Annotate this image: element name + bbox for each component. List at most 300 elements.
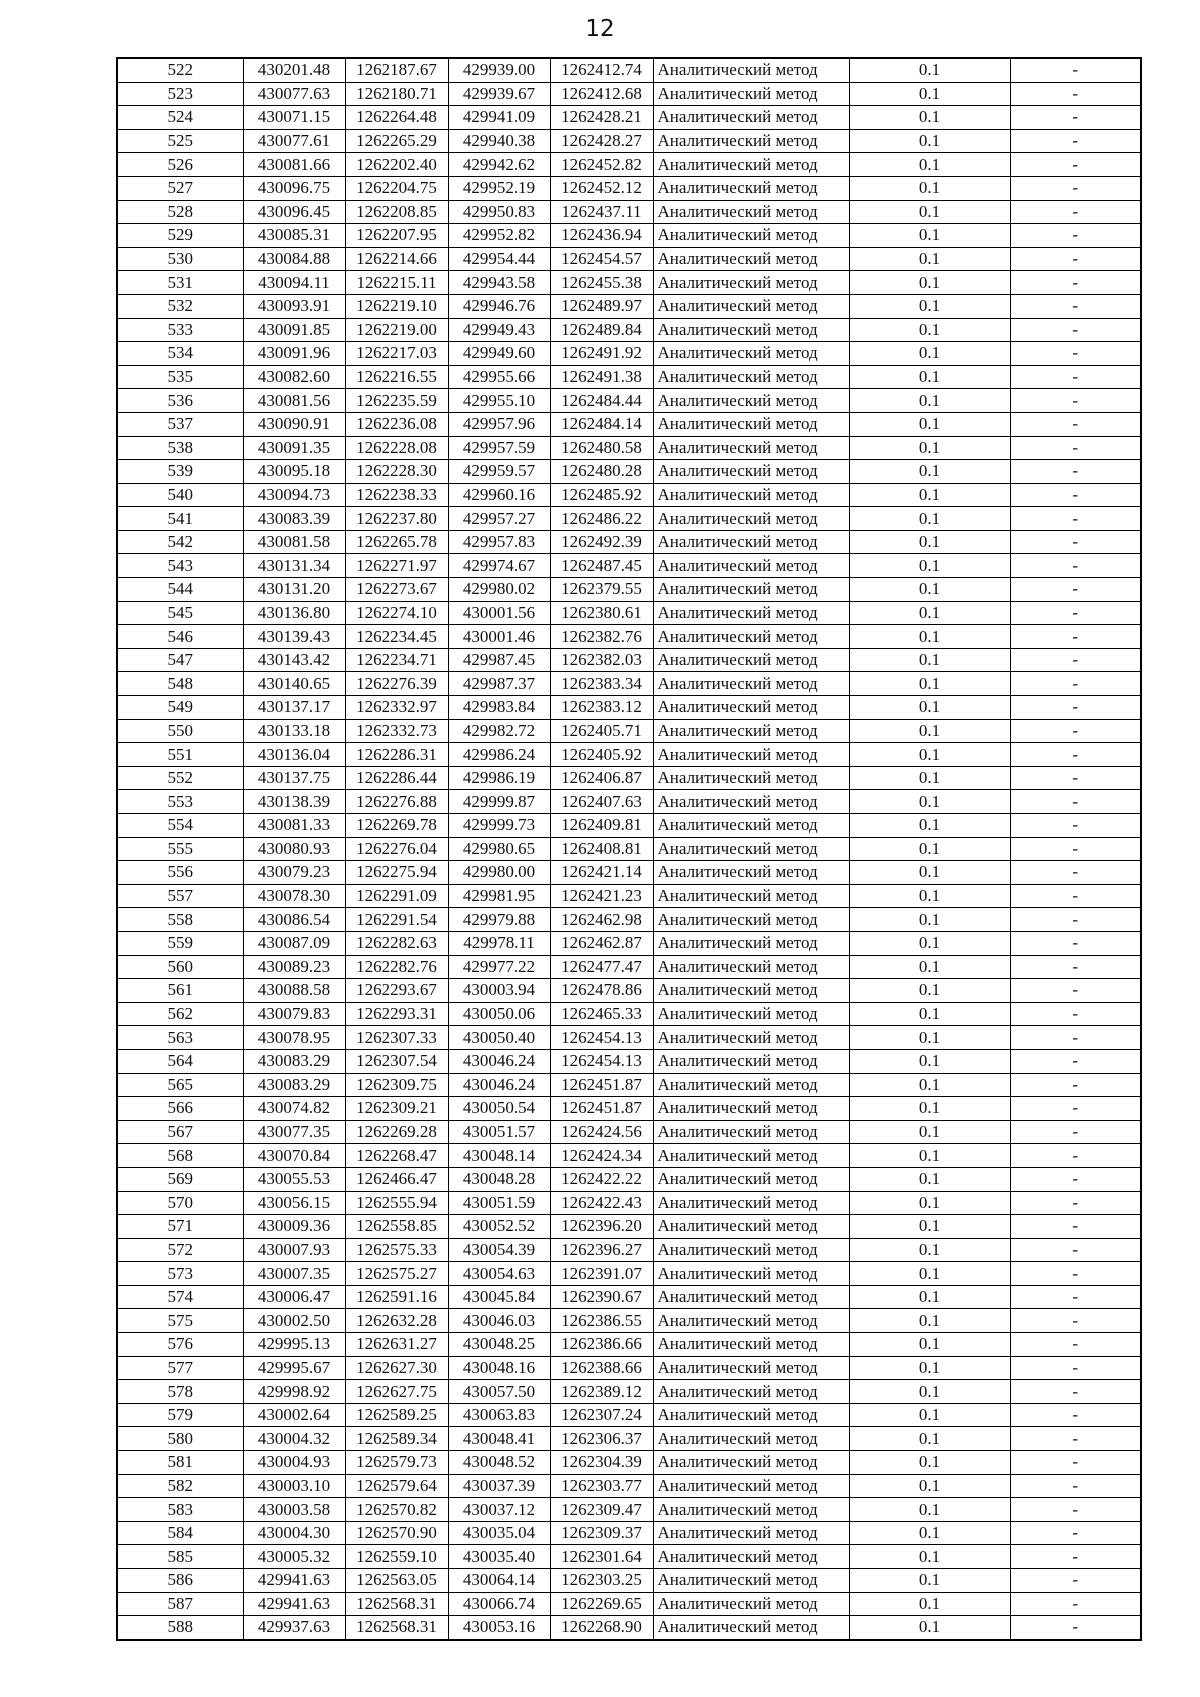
x1-cell: 430091.35 (243, 436, 345, 460)
note-cell: - (1010, 1333, 1141, 1357)
method-cell: Аналитический метод (653, 1049, 849, 1073)
y1-cell: 1262591.16 (345, 1285, 448, 1309)
x1-cell: 429995.67 (243, 1356, 345, 1380)
point-number-cell: 579 (117, 1403, 243, 1427)
x2-cell: 430037.12 (448, 1498, 550, 1522)
x2-cell: 429942.62 (448, 153, 550, 177)
y1-cell: 1262575.27 (345, 1262, 448, 1286)
table-row (117, 129, 1141, 153)
y2-cell: 1262303.25 (550, 1569, 653, 1593)
method-cell: Аналитический метод (653, 389, 849, 413)
note-cell: - (1010, 1498, 1141, 1522)
note-cell: - (1010, 224, 1141, 248)
note-cell: - (1010, 837, 1141, 861)
page-number: 12 (585, 16, 615, 42)
x2-cell: 430048.52 (448, 1451, 550, 1475)
y1-cell: 1262627.30 (345, 1356, 448, 1380)
y1-cell: 1262332.97 (345, 696, 448, 720)
x1-cell: 430074.82 (243, 1097, 345, 1121)
point-number-cell: 547 (117, 648, 243, 672)
y2-cell: 1262452.82 (550, 153, 653, 177)
note-cell: - (1010, 318, 1141, 342)
point-number-cell: 529 (117, 224, 243, 248)
y1-cell: 1262309.75 (345, 1073, 448, 1097)
x1-cell: 430004.32 (243, 1427, 345, 1451)
note-cell: - (1010, 436, 1141, 460)
note-cell: - (1010, 979, 1141, 1003)
x1-cell: 430081.66 (243, 153, 345, 177)
x2-cell: 429954.44 (448, 247, 550, 271)
y1-cell: 1262180.71 (345, 82, 448, 106)
method-cell: Аналитический метод (653, 1002, 849, 1026)
note-cell: - (1010, 247, 1141, 271)
note-cell: - (1010, 908, 1141, 932)
x1-cell: 430090.91 (243, 412, 345, 436)
point-number-cell: 538 (117, 436, 243, 460)
method-cell: Аналитический метод (653, 342, 849, 366)
x2-cell: 430054.39 (448, 1238, 550, 1262)
note-cell: - (1010, 365, 1141, 389)
point-number-cell: 566 (117, 1097, 243, 1121)
method-cell: Аналитический метод (653, 294, 849, 318)
x2-cell: 430001.56 (448, 601, 550, 625)
x2-cell: 430063.83 (448, 1403, 550, 1427)
accuracy-cell: 0.1 (849, 719, 1010, 743)
x2-cell: 430048.28 (448, 1167, 550, 1191)
y2-cell: 1262492.39 (550, 530, 653, 554)
point-number-cell: 530 (117, 247, 243, 271)
y2-cell: 1262485.92 (550, 483, 653, 507)
method-cell: Аналитический метод (653, 1333, 849, 1357)
point-number-cell: 586 (117, 1569, 243, 1593)
note-cell: - (1010, 861, 1141, 885)
point-number-cell: 534 (117, 342, 243, 366)
accuracy-cell: 0.1 (849, 672, 1010, 696)
note-cell: - (1010, 719, 1141, 743)
x2-cell: 429986.19 (448, 766, 550, 790)
accuracy-cell: 0.1 (849, 58, 1010, 82)
y1-cell: 1262293.31 (345, 1002, 448, 1026)
y2-cell: 1262451.87 (550, 1097, 653, 1121)
x2-cell: 429955.10 (448, 389, 550, 413)
y2-cell: 1262480.58 (550, 436, 653, 460)
accuracy-cell: 0.1 (849, 1073, 1010, 1097)
y2-cell: 1262391.07 (550, 1262, 653, 1286)
x1-cell: 430005.32 (243, 1545, 345, 1569)
x2-cell: 429943.58 (448, 271, 550, 295)
accuracy-cell: 0.1 (849, 766, 1010, 790)
y2-cell: 1262454.57 (550, 247, 653, 271)
method-cell: Аналитический метод (653, 766, 849, 790)
y2-cell: 1262454.13 (550, 1049, 653, 1073)
x1-cell: 430094.11 (243, 271, 345, 295)
x1-cell: 430006.47 (243, 1285, 345, 1309)
point-number-cell: 533 (117, 318, 243, 342)
y2-cell: 1262307.24 (550, 1403, 653, 1427)
y2-cell: 1262422.22 (550, 1167, 653, 1191)
y1-cell: 1262307.33 (345, 1026, 448, 1050)
x1-cell: 430084.88 (243, 247, 345, 271)
y1-cell: 1262307.54 (345, 1049, 448, 1073)
accuracy-cell: 0.1 (849, 1215, 1010, 1239)
x2-cell: 429939.67 (448, 82, 550, 106)
x2-cell: 430050.54 (448, 1097, 550, 1121)
accuracy-cell: 0.1 (849, 1474, 1010, 1498)
accuracy-cell: 0.1 (849, 176, 1010, 200)
y2-cell: 1262383.34 (550, 672, 653, 696)
x1-cell: 430002.50 (243, 1309, 345, 1333)
y2-cell: 1262386.55 (550, 1309, 653, 1333)
x2-cell: 430045.84 (448, 1285, 550, 1309)
accuracy-cell: 0.1 (849, 1403, 1010, 1427)
x1-cell: 430079.23 (243, 861, 345, 885)
accuracy-cell: 0.1 (849, 648, 1010, 672)
y1-cell: 1262276.39 (345, 672, 448, 696)
accuracy-cell: 0.1 (849, 1569, 1010, 1593)
x2-cell: 430035.40 (448, 1545, 550, 1569)
table-row (117, 931, 1141, 955)
y2-cell: 1262484.14 (550, 412, 653, 436)
y1-cell: 1262228.08 (345, 436, 448, 460)
table-row (117, 1569, 1141, 1593)
y1-cell: 1262207.95 (345, 224, 448, 248)
accuracy-cell: 0.1 (849, 931, 1010, 955)
method-cell: Аналитический метод (653, 483, 849, 507)
method-cell: Аналитический метод (653, 554, 849, 578)
x2-cell: 429952.19 (448, 176, 550, 200)
point-number-cell: 582 (117, 1474, 243, 1498)
x1-cell: 429998.92 (243, 1380, 345, 1404)
method-cell: Аналитический метод (653, 460, 849, 484)
note-cell: - (1010, 743, 1141, 767)
x1-cell: 429941.63 (243, 1569, 345, 1593)
accuracy-cell: 0.1 (849, 1144, 1010, 1168)
y1-cell: 1262286.44 (345, 766, 448, 790)
method-cell: Аналитический метод (653, 625, 849, 649)
point-number-cell: 531 (117, 271, 243, 295)
y1-cell: 1262234.45 (345, 625, 448, 649)
x2-cell: 430048.41 (448, 1427, 550, 1451)
point-number-cell: 578 (117, 1380, 243, 1404)
table-row (117, 790, 1141, 814)
y2-cell: 1262408.81 (550, 837, 653, 861)
table-row (117, 1049, 1141, 1073)
point-number-cell: 583 (117, 1498, 243, 1522)
table-row (117, 1026, 1141, 1050)
x2-cell: 430052.52 (448, 1215, 550, 1239)
x2-cell: 430053.16 (448, 1616, 550, 1640)
y1-cell: 1262570.82 (345, 1498, 448, 1522)
method-cell: Аналитический метод (653, 436, 849, 460)
accuracy-cell: 0.1 (849, 389, 1010, 413)
y1-cell: 1262632.28 (345, 1309, 448, 1333)
accuracy-cell: 0.1 (849, 578, 1010, 602)
y1-cell: 1262187.67 (345, 58, 448, 82)
y1-cell: 1262589.34 (345, 1427, 448, 1451)
y2-cell: 1262379.55 (550, 578, 653, 602)
y2-cell: 1262424.34 (550, 1144, 653, 1168)
accuracy-cell: 0.1 (849, 1285, 1010, 1309)
point-number-cell: 565 (117, 1073, 243, 1097)
point-number-cell: 535 (117, 365, 243, 389)
y1-cell: 1262269.78 (345, 814, 448, 838)
x2-cell: 429987.45 (448, 648, 550, 672)
table-row (117, 1451, 1141, 1475)
y2-cell: 1262451.87 (550, 1073, 653, 1097)
accuracy-cell: 0.1 (849, 1262, 1010, 1286)
table-row (117, 153, 1141, 177)
point-number-cell: 576 (117, 1333, 243, 1357)
x2-cell: 429980.65 (448, 837, 550, 861)
x2-cell: 430046.24 (448, 1049, 550, 1073)
x1-cell: 430007.93 (243, 1238, 345, 1262)
point-number-cell: 554 (117, 814, 243, 838)
note-cell: - (1010, 814, 1141, 838)
y2-cell: 1262412.74 (550, 58, 653, 82)
method-cell: Аналитический метод (653, 1521, 849, 1545)
method-cell: Аналитический метод (653, 1144, 849, 1168)
y2-cell: 1262465.33 (550, 1002, 653, 1026)
method-cell: Аналитический метод (653, 1616, 849, 1640)
point-number-cell: 561 (117, 979, 243, 1003)
accuracy-cell: 0.1 (849, 1333, 1010, 1357)
x2-cell: 429959.57 (448, 460, 550, 484)
point-number-cell: 573 (117, 1262, 243, 1286)
accuracy-cell: 0.1 (849, 1049, 1010, 1073)
x2-cell: 429941.09 (448, 106, 550, 130)
method-cell: Аналитический метод (653, 1451, 849, 1475)
y1-cell: 1262228.30 (345, 460, 448, 484)
table-row (117, 294, 1141, 318)
table-row (117, 200, 1141, 224)
y1-cell: 1262275.94 (345, 861, 448, 885)
y1-cell: 1262579.73 (345, 1451, 448, 1475)
y1-cell: 1262237.80 (345, 507, 448, 531)
y2-cell: 1262407.63 (550, 790, 653, 814)
accuracy-cell: 0.1 (849, 601, 1010, 625)
note-cell: - (1010, 648, 1141, 672)
table-row (117, 412, 1141, 436)
x1-cell: 430002.64 (243, 1403, 345, 1427)
note-cell: - (1010, 176, 1141, 200)
y2-cell: 1262301.64 (550, 1545, 653, 1569)
table-row (117, 1073, 1141, 1097)
point-number-cell: 556 (117, 861, 243, 885)
note-cell: - (1010, 1097, 1141, 1121)
table-row (117, 814, 1141, 838)
x1-cell: 430086.54 (243, 908, 345, 932)
table-row (117, 365, 1141, 389)
point-number-cell: 542 (117, 530, 243, 554)
table-row (117, 318, 1141, 342)
accuracy-cell: 0.1 (849, 1097, 1010, 1121)
accuracy-cell: 0.1 (849, 318, 1010, 342)
y1-cell: 1262236.08 (345, 412, 448, 436)
note-cell: - (1010, 1215, 1141, 1239)
point-number-cell: 551 (117, 743, 243, 767)
y1-cell: 1262238.33 (345, 483, 448, 507)
x1-cell: 429995.13 (243, 1333, 345, 1357)
y2-cell: 1262437.11 (550, 200, 653, 224)
table-row (117, 224, 1141, 248)
x1-cell: 430088.58 (243, 979, 345, 1003)
table-row (117, 1380, 1141, 1404)
y1-cell: 1262291.54 (345, 908, 448, 932)
y1-cell: 1262293.67 (345, 979, 448, 1003)
note-cell: - (1010, 578, 1141, 602)
note-cell: - (1010, 1144, 1141, 1168)
note-cell: - (1010, 1026, 1141, 1050)
y1-cell: 1262282.63 (345, 931, 448, 955)
y1-cell: 1262265.78 (345, 530, 448, 554)
table-row (117, 1403, 1141, 1427)
note-cell: - (1010, 1521, 1141, 1545)
y1-cell: 1262555.94 (345, 1191, 448, 1215)
method-cell: Аналитический метод (653, 719, 849, 743)
y2-cell: 1262303.77 (550, 1474, 653, 1498)
accuracy-cell: 0.1 (849, 1191, 1010, 1215)
note-cell: - (1010, 1592, 1141, 1616)
table-row (117, 908, 1141, 932)
point-number-cell: 543 (117, 554, 243, 578)
x1-cell: 430087.09 (243, 931, 345, 955)
y2-cell: 1262486.22 (550, 507, 653, 531)
x1-cell: 430137.17 (243, 696, 345, 720)
x2-cell: 429957.96 (448, 412, 550, 436)
method-cell: Аналитический метод (653, 790, 849, 814)
x2-cell: 429957.59 (448, 436, 550, 460)
accuracy-cell: 0.1 (849, 294, 1010, 318)
method-cell: Аналитический метод (653, 1427, 849, 1451)
table-row (117, 1545, 1141, 1569)
point-number-cell: 567 (117, 1120, 243, 1144)
accuracy-cell: 0.1 (849, 106, 1010, 130)
x1-cell: 430077.63 (243, 82, 345, 106)
x2-cell: 429952.82 (448, 224, 550, 248)
note-cell: - (1010, 1474, 1141, 1498)
note-cell: - (1010, 1403, 1141, 1427)
table-row (117, 460, 1141, 484)
method-cell: Аналитический метод (653, 153, 849, 177)
y1-cell: 1262269.28 (345, 1120, 448, 1144)
table-row (117, 1285, 1141, 1309)
x1-cell: 430083.39 (243, 507, 345, 531)
y2-cell: 1262396.20 (550, 1215, 653, 1239)
method-cell: Аналитический метод (653, 365, 849, 389)
y1-cell: 1262268.47 (345, 1144, 448, 1168)
accuracy-cell: 0.1 (849, 412, 1010, 436)
x1-cell: 430131.20 (243, 578, 345, 602)
x1-cell: 430091.96 (243, 342, 345, 366)
y1-cell: 1262234.71 (345, 648, 448, 672)
y1-cell: 1262579.64 (345, 1474, 448, 1498)
method-cell: Аналитический метод (653, 1073, 849, 1097)
method-cell: Аналитический метод (653, 743, 849, 767)
method-cell: Аналитический метод (653, 696, 849, 720)
point-number-cell: 570 (117, 1191, 243, 1215)
y1-cell: 1262202.40 (345, 153, 448, 177)
x2-cell: 429981.95 (448, 884, 550, 908)
accuracy-cell: 0.1 (849, 884, 1010, 908)
table-row (117, 1592, 1141, 1616)
note-cell: - (1010, 200, 1141, 224)
point-number-cell: 536 (117, 389, 243, 413)
note-cell: - (1010, 412, 1141, 436)
x2-cell: 429977.22 (448, 955, 550, 979)
table-row (117, 648, 1141, 672)
point-number-cell: 555 (117, 837, 243, 861)
x1-cell: 430082.60 (243, 365, 345, 389)
x1-cell: 430055.53 (243, 1167, 345, 1191)
x1-cell: 430004.93 (243, 1451, 345, 1475)
table-row (117, 1616, 1141, 1640)
method-cell: Аналитический метод (653, 1545, 849, 1569)
y2-cell: 1262480.28 (550, 460, 653, 484)
note-cell: - (1010, 1309, 1141, 1333)
table-row (117, 1521, 1141, 1545)
method-cell: Аналитический метод (653, 106, 849, 130)
method-cell: Аналитический метод (653, 58, 849, 82)
y2-cell: 1262309.37 (550, 1521, 653, 1545)
y2-cell: 1262306.37 (550, 1427, 653, 1451)
method-cell: Аналитический метод (653, 979, 849, 1003)
x2-cell: 429957.83 (448, 530, 550, 554)
table-row (117, 601, 1141, 625)
accuracy-cell: 0.1 (849, 1309, 1010, 1333)
x2-cell: 429974.67 (448, 554, 550, 578)
table-row (117, 884, 1141, 908)
table-row (117, 1262, 1141, 1286)
accuracy-cell: 0.1 (849, 507, 1010, 531)
y1-cell: 1262631.27 (345, 1333, 448, 1357)
y2-cell: 1262309.47 (550, 1498, 653, 1522)
point-number-cell: 544 (117, 578, 243, 602)
x2-cell: 430001.46 (448, 625, 550, 649)
note-cell: - (1010, 1427, 1141, 1451)
y2-cell: 1262421.14 (550, 861, 653, 885)
table-row (117, 58, 1141, 82)
point-number-cell: 541 (117, 507, 243, 531)
table-row (117, 106, 1141, 130)
y2-cell: 1262487.45 (550, 554, 653, 578)
y2-cell: 1262422.43 (550, 1191, 653, 1215)
x1-cell: 430081.58 (243, 530, 345, 554)
y2-cell: 1262412.68 (550, 82, 653, 106)
y2-cell: 1262489.97 (550, 294, 653, 318)
table-row (117, 389, 1141, 413)
note-cell: - (1010, 271, 1141, 295)
x2-cell: 429949.43 (448, 318, 550, 342)
y2-cell: 1262489.84 (550, 318, 653, 342)
x2-cell: 430048.14 (448, 1144, 550, 1168)
method-cell: Аналитический метод (653, 908, 849, 932)
coordinates-table (116, 57, 1142, 1641)
note-cell: - (1010, 1545, 1141, 1569)
accuracy-cell: 0.1 (849, 153, 1010, 177)
y2-cell: 1262477.47 (550, 955, 653, 979)
point-number-cell: 549 (117, 696, 243, 720)
x1-cell: 430138.39 (243, 790, 345, 814)
accuracy-cell: 0.1 (849, 837, 1010, 861)
y1-cell: 1262219.10 (345, 294, 448, 318)
method-cell: Аналитический метод (653, 1474, 849, 1498)
method-cell: Аналитический метод (653, 1569, 849, 1593)
point-number-cell: 587 (117, 1592, 243, 1616)
table-row (117, 1144, 1141, 1168)
accuracy-cell: 0.1 (849, 1592, 1010, 1616)
point-number-cell: 575 (117, 1309, 243, 1333)
accuracy-cell: 0.1 (849, 1545, 1010, 1569)
